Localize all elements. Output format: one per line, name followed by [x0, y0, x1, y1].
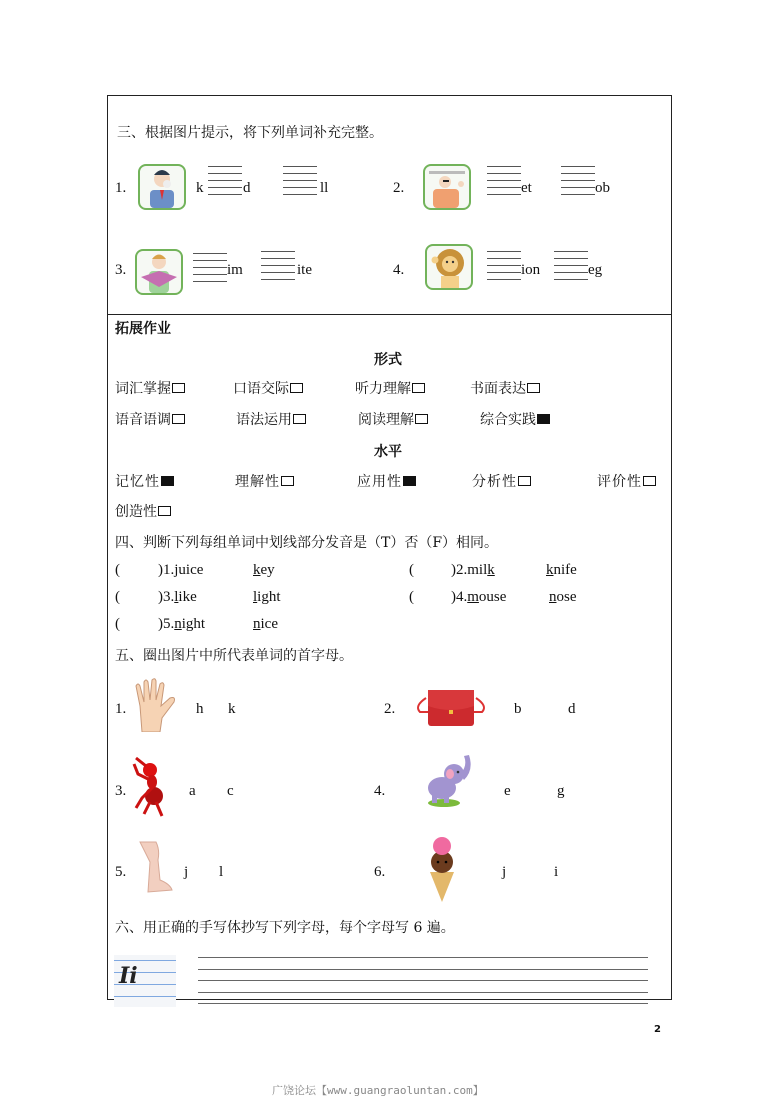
blank-lines[interactable]: [487, 251, 521, 285]
compare-word: nose: [549, 589, 577, 605]
level-option[interactable]: 创造性: [115, 501, 171, 521]
compare-word: key: [253, 562, 275, 578]
letter-option[interactable]: h: [196, 701, 204, 717]
level-option[interactable]: 理解性: [235, 471, 294, 491]
level-option[interactable]: 评价性: [597, 471, 656, 491]
form-option[interactable]: 阅读理解: [358, 409, 428, 429]
lion-icon: [425, 244, 473, 290]
blank-lines[interactable]: [261, 251, 295, 285]
letter-option[interactable]: e: [504, 783, 511, 799]
checkbox[interactable]: [290, 383, 303, 393]
writing-line[interactable]: [198, 969, 648, 970]
blank-lines[interactable]: [554, 251, 588, 285]
letter-option[interactable]: l: [219, 864, 224, 880]
section5-title: 五、圈出图片中所代表单词的首字母。: [115, 648, 353, 664]
blank-lines[interactable]: [487, 166, 521, 200]
answer-paren-open[interactable]: (: [115, 562, 120, 578]
section4-title: 四、判断下列每组单词中划线部分发音是（T）否（F）相同。: [115, 535, 499, 551]
boy-with-nose-icon: [138, 164, 186, 210]
writing-line[interactable]: [198, 992, 648, 993]
item-number: 6.: [374, 864, 386, 880]
checkbox[interactable]: [158, 506, 171, 516]
checkbox[interactable]: [415, 414, 428, 424]
item-number: 2.: [393, 180, 405, 196]
answer-paren-open[interactable]: (: [115, 616, 120, 632]
answer-paren-open[interactable]: (: [409, 562, 414, 578]
letter-option[interactable]: i: [554, 864, 559, 880]
item-number: 4.: [393, 262, 405, 278]
letter-option[interactable]: j: [502, 864, 507, 880]
checkbox[interactable]: [518, 476, 531, 486]
question-row: )2.milk: [451, 562, 495, 578]
compare-word: nice: [253, 616, 278, 632]
word-suffix: eg: [588, 262, 603, 278]
checkbox[interactable]: [172, 383, 185, 393]
elephant-icon: [420, 752, 476, 813]
checkbox-checked[interactable]: [537, 414, 550, 424]
answer-paren-open[interactable]: (: [409, 589, 414, 605]
form-option[interactable]: 语音语调: [115, 409, 185, 429]
item-number: 3.: [115, 783, 127, 799]
boy-with-kite-icon: [135, 249, 183, 295]
checkbox[interactable]: [527, 383, 540, 393]
word-suffix: et: [521, 180, 532, 196]
checkbox[interactable]: [412, 383, 425, 393]
blank-lines[interactable]: [193, 253, 227, 287]
question-row: )5.night: [158, 616, 206, 632]
level-title: 水平: [374, 444, 402, 460]
letter-option[interactable]: k: [228, 701, 236, 717]
bag-icon: [412, 688, 490, 733]
writing-line[interactable]: [198, 980, 648, 981]
form-option[interactable]: 综合实践: [480, 409, 550, 429]
item-number: 3.: [115, 262, 127, 278]
word-suffix: ob: [595, 180, 610, 196]
checkbox[interactable]: [293, 414, 306, 424]
ant-icon: [128, 756, 178, 823]
item-number: 1.: [115, 701, 127, 717]
checkbox[interactable]: [281, 476, 294, 486]
form-option[interactable]: 听力理解: [355, 378, 425, 398]
blank-lines[interactable]: [561, 166, 595, 200]
question-row: )1.juice: [158, 562, 204, 578]
extension-heading: 拓展作业: [115, 321, 171, 337]
word-prefix: k: [196, 180, 204, 196]
form-option[interactable]: 词汇掌握: [115, 378, 185, 398]
letter-option[interactable]: c: [227, 783, 234, 799]
level-option[interactable]: 应用性: [357, 471, 416, 491]
form-option[interactable]: 书面表达: [470, 378, 540, 398]
form-option[interactable]: 语法运用: [236, 409, 306, 429]
word-suffix: ite: [297, 262, 312, 278]
blank-lines[interactable]: [208, 166, 242, 200]
writing-line[interactable]: [198, 957, 648, 958]
section6-title: 六、用正确的手写体抄写下列字母，每个字母写 6 遍。: [115, 920, 455, 936]
compare-word: light: [253, 589, 281, 605]
answer-paren-open[interactable]: (: [115, 589, 120, 605]
form-option[interactable]: 口语交际: [233, 378, 303, 398]
letter-option[interactable]: d: [568, 701, 576, 717]
ice-cream-icon: [426, 834, 458, 907]
checkbox[interactable]: [643, 476, 656, 486]
blank-lines[interactable]: [283, 166, 317, 200]
letter-option[interactable]: a: [189, 783, 196, 799]
item-number: 5.: [115, 864, 127, 880]
writing-line[interactable]: [198, 1003, 648, 1004]
compare-word: knife: [546, 562, 577, 578]
footer-watermark: 广饶论坛【www.guangraoluntan.com】: [272, 1084, 484, 1097]
letter-sample: Ii: [119, 963, 138, 989]
man-with-jet-icon: [423, 164, 471, 210]
section3-title: 三、根据图片提示，将下列单词补充完整。: [117, 125, 383, 141]
item-number: 2.: [384, 701, 396, 717]
word-suffix: ll: [320, 180, 329, 196]
letter-option[interactable]: j: [184, 864, 189, 880]
item-number: 1.: [115, 180, 127, 196]
letter-option[interactable]: g: [557, 783, 565, 799]
word-suffix: ion: [521, 262, 541, 278]
letter-sample-card: [114, 955, 176, 1007]
checkbox-checked[interactable]: [403, 476, 416, 486]
level-option[interactable]: 记忆性: [115, 471, 174, 491]
word-suffix: d: [243, 180, 251, 196]
word-suffix: im: [227, 262, 243, 278]
question-row: )3.like: [158, 589, 197, 605]
letter-option[interactable]: b: [514, 701, 522, 717]
level-option[interactable]: 分析性: [472, 471, 531, 491]
hand-icon: [128, 676, 182, 737]
question-row: )4.mouse: [451, 589, 507, 605]
leg-icon: [138, 840, 178, 899]
item-number: 4.: [374, 783, 386, 799]
checkbox[interactable]: [172, 414, 185, 424]
form-title: 形式: [374, 352, 402, 368]
checkbox-checked[interactable]: [161, 476, 174, 486]
page-number: 2: [654, 1024, 661, 1035]
